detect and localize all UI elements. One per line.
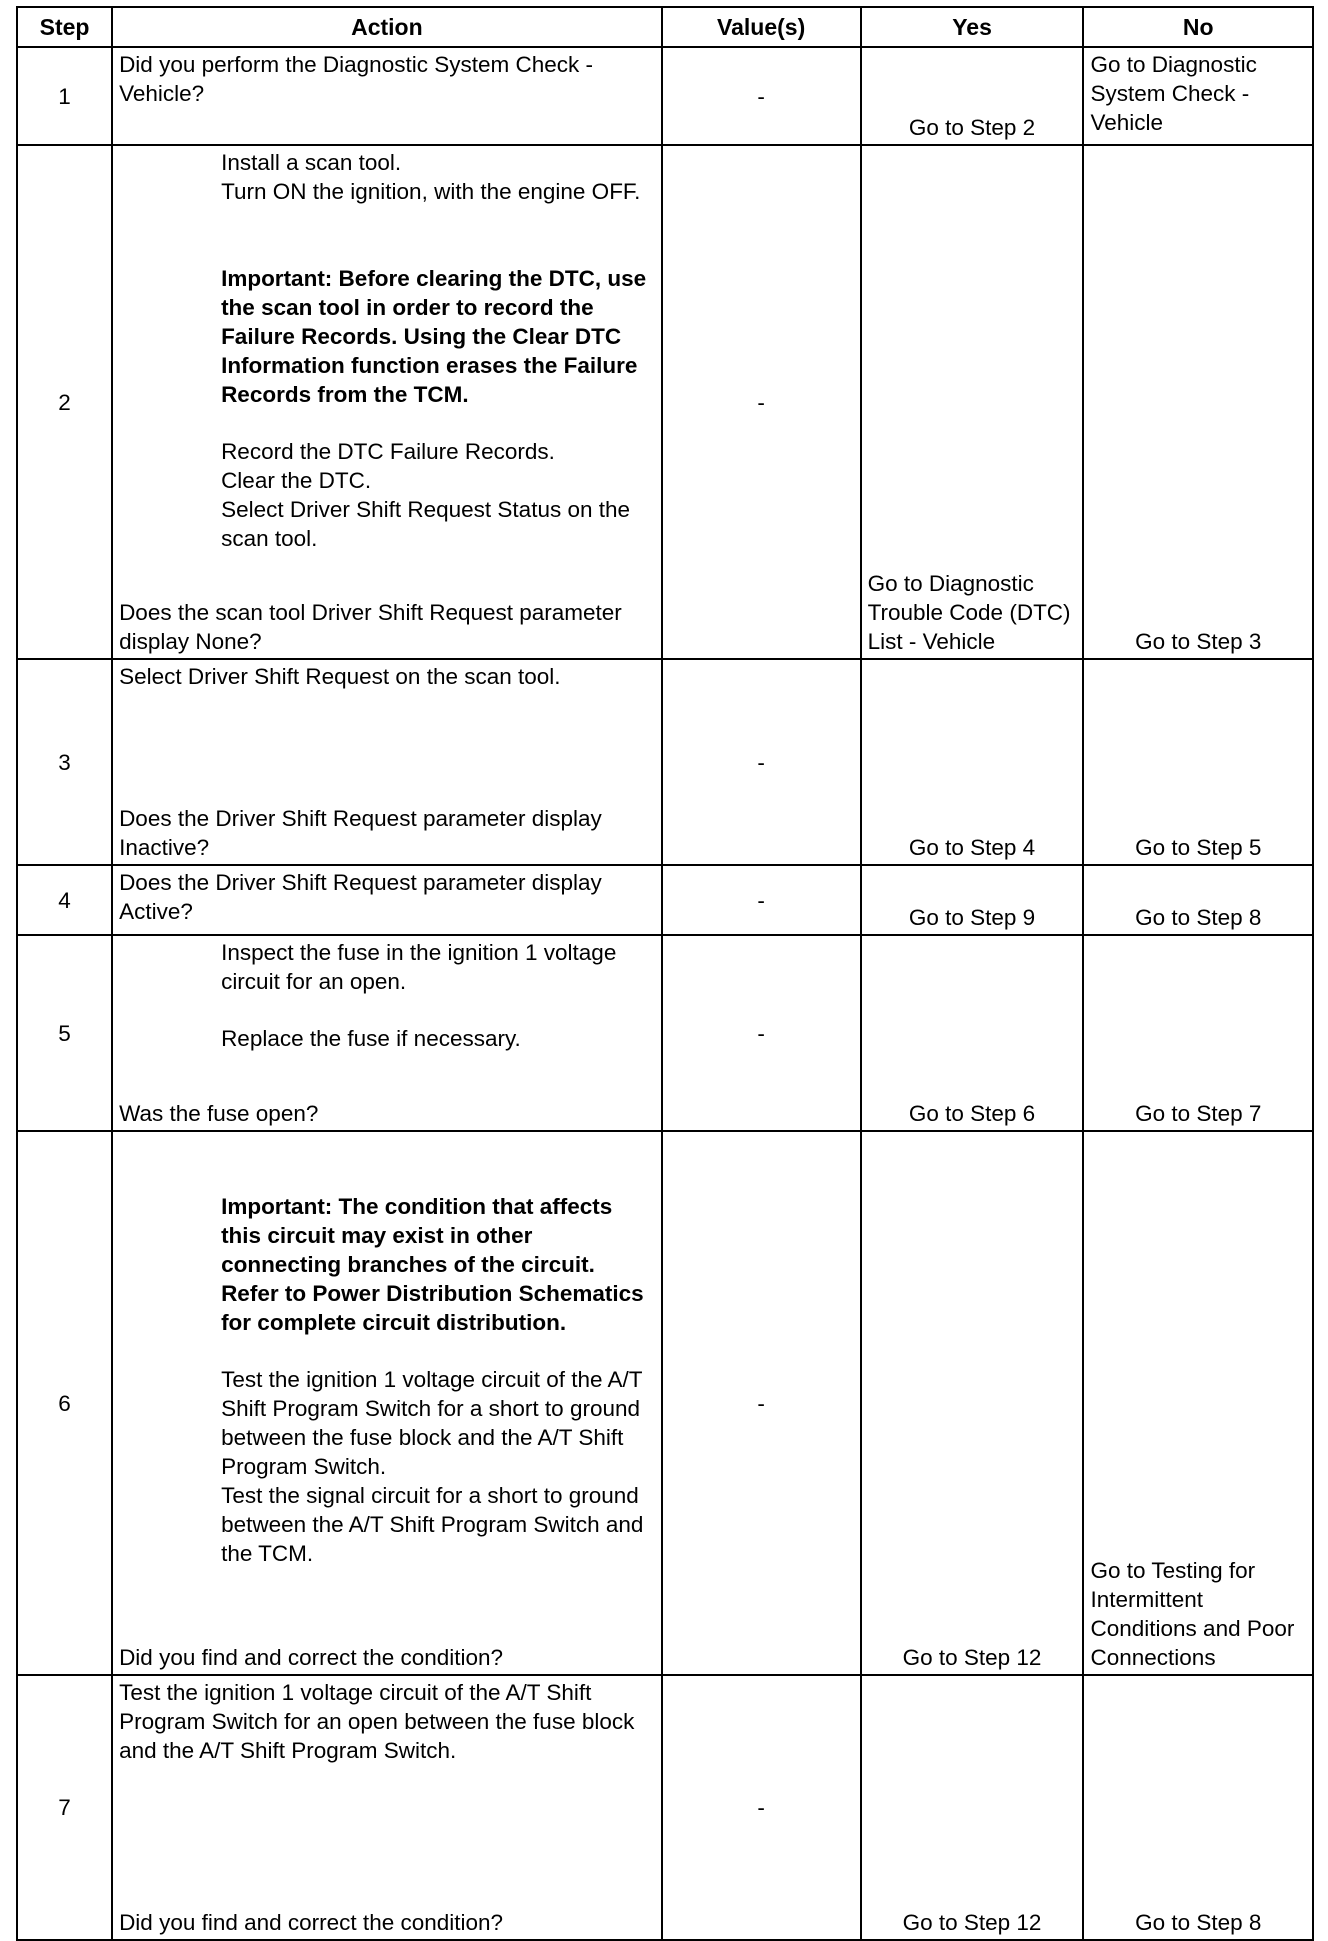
important-note: Important: The condition that affects this circuit may exist in other connecting branches of the circuit. Refer to Power Distribution Schematics for complete circuit distribution. — [221, 1194, 644, 1335]
action-question: Was the fuse open? — [119, 1101, 319, 1126]
action-cell — [112, 935, 662, 1131]
header-step: Step — [17, 7, 112, 47]
action-instruction: Install a scan tool. — [221, 150, 402, 175]
step-number: 2 — [17, 145, 112, 659]
yes-link[interactable]: Go to Diagnostic Trouble Code (DTC) List - Vehicle — [867, 571, 1071, 654]
no-cell — [1083, 935, 1313, 1131]
table-row — [17, 659, 1313, 865]
header-no: No — [1083, 7, 1313, 47]
value-cell: - — [662, 1675, 861, 1940]
step-number: 1 — [17, 47, 112, 145]
action-instruction: Record the DTC Failure Records. — [221, 439, 555, 464]
value-cell: - — [662, 47, 861, 145]
yes-link[interactable]: Go to Step 2 — [908, 115, 1036, 140]
header-action: Action — [112, 7, 662, 47]
action-question: Does the scan tool Driver Shift Request parameter display None? — [119, 600, 622, 654]
yes-cell — [861, 659, 1084, 865]
action-instruction: Replace the fuse if necessary. — [221, 1026, 521, 1051]
table-row — [17, 47, 1313, 145]
action-cell — [112, 1131, 662, 1675]
header-row — [17, 7, 1313, 47]
no-link[interactable]: Go to Step 8 — [1135, 1910, 1262, 1935]
yes-cell — [861, 1131, 1084, 1675]
action-question: Did you find and correct the condition? — [119, 1910, 504, 1935]
diagnostic-table — [16, 6, 1314, 1941]
action-cell — [112, 47, 662, 145]
action-question: Did you find and correct the condition? — [119, 1645, 504, 1670]
value-cell: - — [662, 145, 861, 659]
step-number: 6 — [17, 1131, 112, 1675]
action-instruction: Inspect the fuse in the ignition 1 voltage circuit for an open. — [221, 940, 617, 994]
action-text: Test the ignition 1 voltage circuit of the A/T Shift Program Switch for an open between the fuse block and the A/T Shift Program Switch. — [119, 1680, 635, 1763]
step-number: 4 — [17, 865, 112, 935]
no-link[interactable]: Go to Step 3 — [1135, 629, 1262, 654]
table-row — [17, 145, 1313, 659]
table-row — [17, 865, 1313, 935]
no-cell — [1083, 865, 1313, 935]
table-row — [17, 935, 1313, 1131]
value-cell: - — [662, 1131, 861, 1675]
no-link[interactable]: Go to Step 5 — [1135, 835, 1262, 860]
yes-cell — [861, 145, 1084, 659]
yes-link[interactable]: Go to Step 6 — [908, 1101, 1036, 1126]
header-yes: Yes — [861, 7, 1084, 47]
action-cell — [112, 1675, 662, 1940]
yes-link[interactable]: Go to Step 12 — [902, 1645, 1042, 1670]
action-text: Select Driver Shift Request on the scan tool. — [119, 664, 561, 689]
no-link[interactable]: Go to Step 8 — [1135, 905, 1262, 930]
no-cell — [1083, 145, 1313, 659]
no-link[interactable]: Go to Step 7 — [1135, 1101, 1262, 1126]
action-cell — [112, 145, 662, 659]
yes-cell — [861, 47, 1084, 145]
no-cell — [1083, 1675, 1313, 1940]
yes-cell — [861, 865, 1084, 935]
table-row — [17, 1131, 1313, 1675]
action-text: Does the Driver Shift Request parameter display Active? — [119, 870, 602, 924]
action-instruction: Test the ignition 1 voltage circuit of the A/T Shift Program Switch for a short to ground between the fuse block and the A/T Shift Program Switch. — [221, 1367, 643, 1479]
no-cell — [1083, 1131, 1313, 1675]
yes-cell — [861, 1675, 1084, 1940]
value-cell: - — [662, 935, 861, 1131]
value-cell: - — [662, 659, 861, 865]
yes-link[interactable]: Go to Step 12 — [902, 1910, 1042, 1935]
action-cell — [112, 659, 662, 865]
header-values: Value(s) — [662, 7, 861, 47]
action-instruction: Select Driver Shift Request Status on the scan tool. — [221, 497, 631, 551]
table-row — [17, 1675, 1313, 1940]
no-link[interactable]: Go to Testing for Intermittent Conditions and Poor Connections — [1090, 1558, 1295, 1670]
no-cell — [1083, 659, 1313, 865]
action-cell — [112, 865, 662, 935]
action-instruction: Turn ON the ignition, with the engine OFF. — [221, 179, 641, 204]
step-number: 7 — [17, 1675, 112, 1940]
important-note: Important: Before clearing the DTC, use the scan tool in order to record the Failure Records. Using the Clear DTC Information function erases the Failure Records from the TCM. — [221, 266, 647, 407]
step-number: 5 — [17, 935, 112, 1131]
step-number: 3 — [17, 659, 112, 865]
action-question: Does the Driver Shift Request parameter display Inactive? — [119, 806, 602, 860]
action-instruction: Test the signal circuit for a short to ground between the A/T Shift Program Switch and the TCM. — [221, 1483, 644, 1566]
value-cell: - — [662, 865, 861, 935]
action-text: Did you perform the Diagnostic System Check - Vehicle? — [119, 52, 593, 106]
no-cell — [1083, 47, 1313, 145]
yes-link[interactable]: Go to Step 9 — [908, 905, 1036, 930]
action-instruction: Clear the DTC. — [221, 468, 372, 493]
no-link[interactable]: Go to Diagnostic System Check - Vehicle — [1090, 52, 1257, 135]
yes-link[interactable]: Go to Step 4 — [908, 835, 1036, 860]
yes-cell — [861, 935, 1084, 1131]
